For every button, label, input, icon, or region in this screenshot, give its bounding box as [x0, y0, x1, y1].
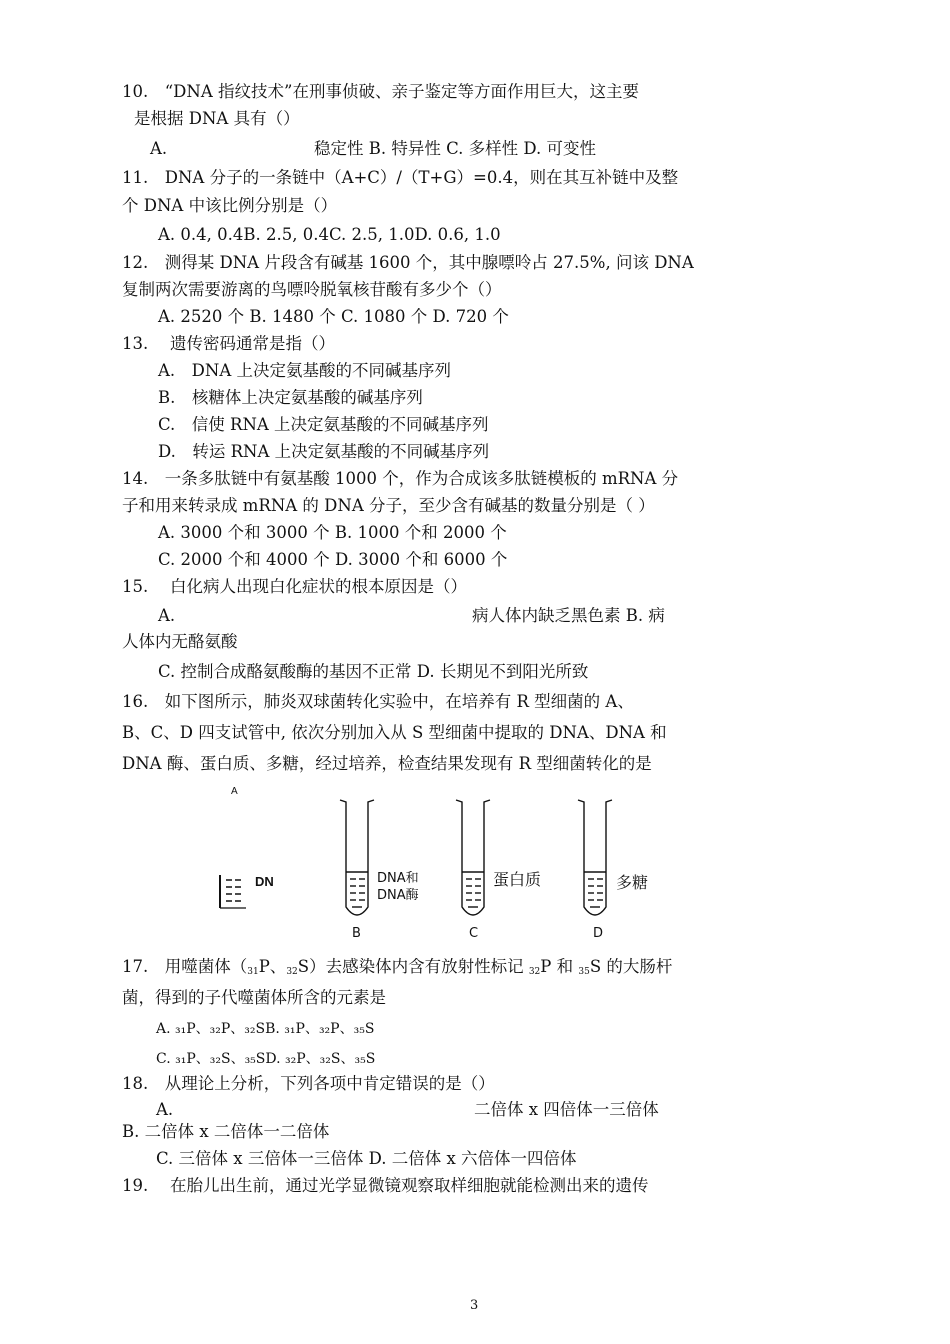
q11-line1: 11. DNA 分子的一条链中（A+C）/（T+G）=0.4，则在其互补链中及整 [122, 168, 679, 187]
q13-option-b: B. 核糖体上决定氨基酸的碱基序列 [158, 388, 423, 407]
tube-a [220, 786, 274, 908]
q13-option-d: D. 转运 RNA 上决定氨基酸的不同碱基序列 [158, 442, 490, 461]
tube-d [578, 800, 612, 915]
q16-line2: B、C、D 四支试管中, 依次分别加入从 S 型细菌中提取的 DNA、DNA 和 [122, 723, 667, 742]
q10-line1: 10. “DNA 指纹技术”在刑事侦破、亲子鉴定等方面作用巨大，这主要 [122, 82, 639, 101]
tube-a-letter: A [231, 786, 238, 797]
q11-line2: 个 DNA 中该比例分别是（） [122, 196, 338, 215]
q13-option-a: A. DNA 上决定氨基酸的不同碱基序列 [158, 361, 451, 380]
tube-d-letter: D [593, 926, 604, 941]
q12-line1: 12. 测得某 DNA 片段含有碱基 1600 个，其中腺嘌呤占 27.5%, 问该 DNA [122, 253, 694, 272]
q11-options: A. 0.4, 0.4B. 2.5, 0.4C. 2.5, 1.0D. 0.6, 1.0 [158, 225, 501, 244]
q16-line3: DNA 酶、蛋白质、多糖，经过培养，检查结果发现有 R 型细菌转化的是 [122, 754, 652, 773]
q13-option-c: C. 信使 RNA 上决定氨基酸的不同碱基序列 [158, 415, 489, 434]
tube-b-label-2: DNA酶 [377, 888, 419, 903]
tube-b-label-1: DNA和 [377, 871, 419, 886]
q17-text-1: 17. 用噬菌体（ [122, 957, 248, 976]
q14-line1: 14. 一条多肽链中有氨基酸 1000 个，作为合成该多肽链模板的 mRNA 分 [122, 469, 679, 488]
q14-line2: 子和用来转录成 mRNA 的 DNA 分子，至少含有碱基的数量分别是（ ） [122, 496, 655, 515]
q17-line1 [122, 956, 672, 981]
q10-options: 稳定性 B. 特异性 C. 多样性 D. 可变性 [314, 139, 597, 158]
q17-sub-1: 31 [247, 967, 259, 977]
q10-option-a-label: A. [150, 139, 168, 158]
q17-line2: 菌，得到的子代噬菌体所含的元素是 [122, 988, 386, 1007]
page-number: 3 [470, 1298, 479, 1313]
q17-sub-2: 32 [286, 967, 298, 977]
q12-options: A. 2520 个 B. 1480 个 C. 1080 个 D. 720 个 [158, 307, 509, 326]
q16-line1: 16. 如下图所示，肺炎双球菌转化实验中，在培养有 R 型细菌的 A、 [122, 692, 634, 711]
q18-stem: 18. 从理论上分析，下列各项中肯定错误的是（） [122, 1074, 495, 1093]
q17-text-4: P 和 [540, 957, 579, 976]
tube-c [456, 800, 490, 915]
q18-option-a: 二倍体 x 四倍体一三倍体 [474, 1100, 659, 1119]
q17-options-cd: C. ₃₁P、₃₂S、₃₅SD. ₃₂P、₃₂S、₃₅S [156, 1051, 376, 1067]
q17-text-5: S 的大肠杆 [589, 957, 673, 976]
q18-option-b: B. 二倍体 x 二倍体一二倍体 [122, 1122, 330, 1141]
q15-option-a-label: A. [158, 606, 176, 625]
q17-text-3: S）去感染体内含有放射性标记 [297, 957, 529, 976]
q15-continuation: 人体内无酪氨酸 [122, 632, 238, 651]
tube-c-letter: C [469, 926, 479, 941]
q13-stem: 13. 遗传密码通常是指（） [122, 334, 335, 353]
tube-b [340, 800, 374, 915]
q17-options-ab: A. ₃₁P、₃₂P、₃₂SB. ₃₁P、₃₂P、₃₅S [156, 1021, 375, 1037]
q19-line1: 19. 在胎儿出生前，通过光学显微镜观察取样细胞就能检测出来的遗传 [122, 1176, 649, 1195]
q10-line2: 是根据 DNA 具有（） [134, 109, 300, 128]
q18-option-a-label: A. [156, 1100, 174, 1119]
q12-line2: 复制两次需要游离的鸟嘌呤脱氧核苷酸有多少个（） [122, 280, 502, 299]
tube-d-label: 多糖 [616, 873, 649, 892]
q15-stem: 15. 白化病人出现白化症状的根本原因是（） [122, 577, 467, 596]
q14-options-1: A. 3000 个和 3000 个 B. 1000 个和 2000 个 [158, 523, 507, 542]
q14-options-2: C. 2000 个和 4000 个 D. 3000 个和 6000 个 [158, 550, 508, 569]
q17-text-2: P、 [258, 957, 287, 976]
q15-options-1: 病人体内缺乏黑色素 B. 病 [472, 606, 665, 625]
test-tube-figure [200, 782, 680, 944]
q17-sub-3: 32 [528, 967, 541, 977]
tube-b-letter: B [352, 926, 361, 941]
q17-sub-4: 35 [578, 967, 590, 977]
q15-options-2: C. 控制合成酪氨酸酶的基因不正常 D. 长期见不到阳光所致 [158, 662, 589, 681]
q18-options-cd: C. 三倍体 x 三倍体一三倍体 D. 二倍体 x 六倍体一四倍体 [156, 1149, 577, 1168]
tube-a-label: DN [255, 874, 274, 889]
tube-c-label: 蛋白质 [493, 870, 542, 889]
